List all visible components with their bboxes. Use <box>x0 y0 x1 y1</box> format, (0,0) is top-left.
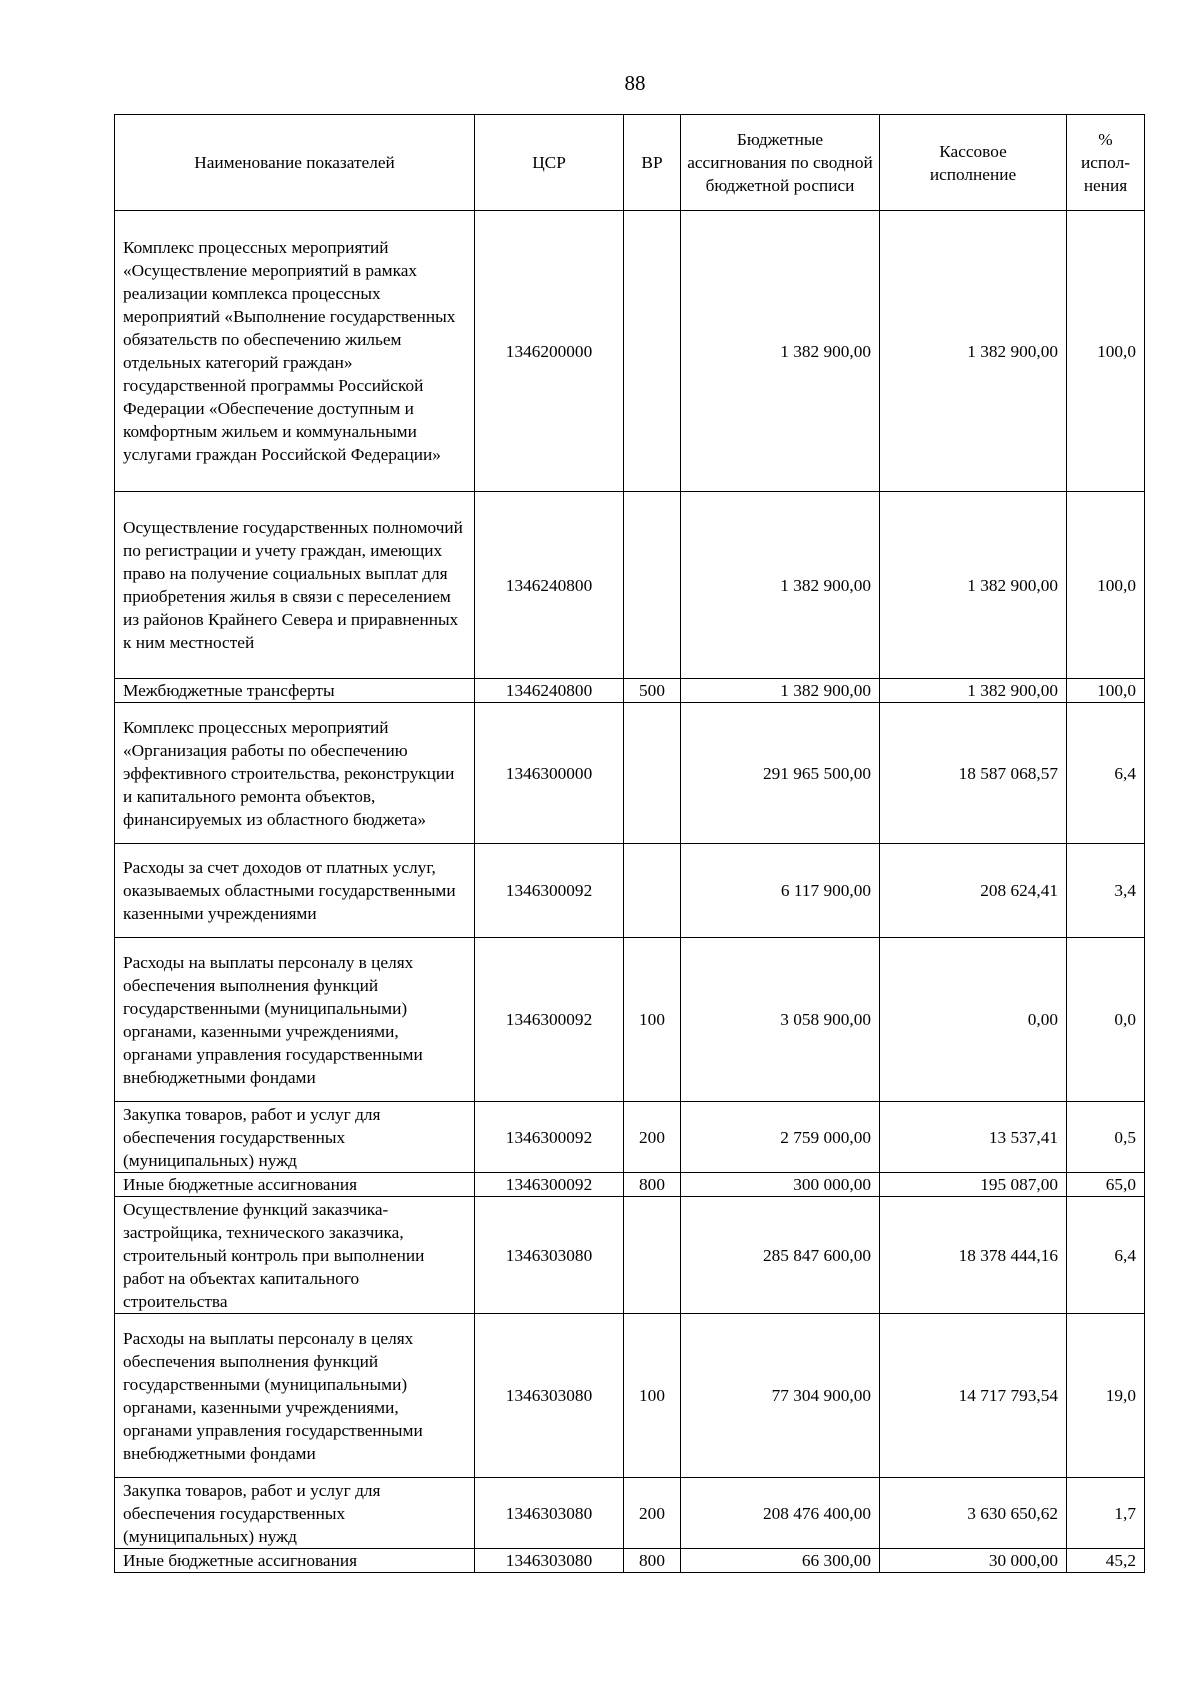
row-vr-cell: 100 <box>624 1314 681 1478</box>
header-executed: Кассовое исполнение <box>880 115 1067 211</box>
row-name-cell: Осуществление государственных полномочий по регистрации и учету граждан, имеющих право на получение социальных выплат для приобретения жилья в связи с переселением из районов Крайнего Севера и приравненных к ним местностей <box>115 492 475 679</box>
row-vr-cell: 800 <box>624 1173 681 1197</box>
row-name-cell: Иные бюджетные ассигнования <box>115 1549 475 1573</box>
row-percent-cell: 6,4 <box>1067 703 1145 844</box>
row-assigned-cell: 77 304 900,00 <box>681 1314 880 1478</box>
row-vr-cell: 200 <box>624 1478 681 1549</box>
header-vr: ВР <box>624 115 681 211</box>
row-csr-cell: 1346300000 <box>475 703 624 844</box>
budget-execution-table <box>114 114 1145 1573</box>
row-executed-cell: 14 717 793,54 <box>880 1314 1067 1478</box>
row-percent-cell: 6,4 <box>1067 1197 1145 1314</box>
row-csr-cell: 1346300092 <box>475 844 624 938</box>
row-csr-cell: 1346303080 <box>475 1549 624 1573</box>
table-row <box>115 1478 1145 1549</box>
row-executed-cell: 3 630 650,62 <box>880 1478 1067 1549</box>
header-assigned: Бюджетные ассигнования по сводной бюджетной росписи <box>681 115 880 211</box>
row-executed-cell: 13 537,41 <box>880 1102 1067 1173</box>
row-assigned-cell: 285 847 600,00 <box>681 1197 880 1314</box>
row-csr-cell: 1346240800 <box>475 679 624 703</box>
row-executed-cell: 18 378 444,16 <box>880 1197 1067 1314</box>
table-row <box>115 1102 1145 1173</box>
row-executed-cell: 208 624,41 <box>880 844 1067 938</box>
row-csr-cell: 1346303080 <box>475 1478 624 1549</box>
row-executed-cell: 195 087,00 <box>880 1173 1067 1197</box>
row-percent-cell: 0,0 <box>1067 938 1145 1102</box>
row-name-cell: Расходы за счет доходов от платных услуг, оказываемых областными государственными казенными учреждениями <box>115 844 475 938</box>
row-assigned-cell: 3 058 900,00 <box>681 938 880 1102</box>
table-row <box>115 844 1145 938</box>
row-name-cell: Иные бюджетные ассигнования <box>115 1173 475 1197</box>
row-executed-cell: 18 587 068,57 <box>880 703 1067 844</box>
row-assigned-cell: 291 965 500,00 <box>681 703 880 844</box>
row-name-cell: Осуществление функций заказчика-застройщика, технического заказчика, строительный контроль при выполнении работ на объектах капитального строительства <box>115 1197 475 1314</box>
page-number: 88 <box>624 71 646 95</box>
row-assigned-cell: 66 300,00 <box>681 1549 880 1573</box>
table-row <box>115 1549 1145 1573</box>
row-percent-cell: 3,4 <box>1067 844 1145 938</box>
row-vr-cell <box>624 703 681 844</box>
row-executed-cell: 1 382 900,00 <box>880 492 1067 679</box>
row-vr-cell: 200 <box>624 1102 681 1173</box>
row-csr-cell: 1346303080 <box>475 1197 624 1314</box>
row-vr-cell <box>624 211 681 492</box>
table-row <box>115 679 1145 703</box>
header-name: Наименование показателей <box>115 115 475 211</box>
row-executed-cell: 1 382 900,00 <box>880 679 1067 703</box>
row-csr-cell: 1346300092 <box>475 1173 624 1197</box>
row-name-cell: Расходы на выплаты персоналу в целях обеспечения выполнения функций государственными (муниципальными) органами, казенными учреждениями, органами управления государственными внебюджетными фондами <box>115 938 475 1102</box>
row-percent-cell: 19,0 <box>1067 1314 1145 1478</box>
table-row <box>115 211 1145 492</box>
table-row <box>115 703 1145 844</box>
table-row <box>115 1173 1145 1197</box>
row-csr-cell: 1346300092 <box>475 1102 624 1173</box>
row-percent-cell: 65,0 <box>1067 1173 1145 1197</box>
row-assigned-cell: 1 382 900,00 <box>681 492 880 679</box>
row-assigned-cell: 1 382 900,00 <box>681 211 880 492</box>
row-vr-cell: 100 <box>624 938 681 1102</box>
row-csr-cell: 1346300092 <box>475 938 624 1102</box>
row-vr-cell <box>624 1197 681 1314</box>
row-name-cell: Закупка товаров, работ и услуг для обеспечения государственных (муниципальных) нужд <box>115 1102 475 1173</box>
row-vr-cell: 800 <box>624 1549 681 1573</box>
row-percent-cell: 1,7 <box>1067 1478 1145 1549</box>
row-vr-cell: 500 <box>624 679 681 703</box>
row-csr-cell: 1346303080 <box>475 1314 624 1478</box>
row-assigned-cell: 208 476 400,00 <box>681 1478 880 1549</box>
table-row <box>115 938 1145 1102</box>
row-assigned-cell: 2 759 000,00 <box>681 1102 880 1173</box>
row-percent-cell: 100,0 <box>1067 679 1145 703</box>
row-percent-cell: 100,0 <box>1067 211 1145 492</box>
row-name-cell: Межбюджетные трансферты <box>115 679 475 703</box>
header-percent: % испол-нения <box>1067 115 1145 211</box>
row-csr-cell: 1346200000 <box>475 211 624 492</box>
row-name-cell: Расходы на выплаты персоналу в целях обеспечения выполнения функций государственными (муниципальными) органами, казенными учреждениями, органами управления государственными внебюджетными фондами <box>115 1314 475 1478</box>
row-executed-cell: 1 382 900,00 <box>880 211 1067 492</box>
row-executed-cell: 0,00 <box>880 938 1067 1102</box>
table-row <box>115 1314 1145 1478</box>
row-name-cell: Закупка товаров, работ и услуг для обеспечения государственных (муниципальных) нужд <box>115 1478 475 1549</box>
row-name-cell: Комплекс процессных мероприятий «Осуществление мероприятий в рамках реализации комплекса процессных мероприятий «Выполнение государственных обязательств по обеспечению жильем отдельных категорий граждан» государственной программы Российской Федерации «Обеспечение доступным и комфортным жильем и коммунальными услугами граждан Российской Федерации» <box>115 211 475 492</box>
header-csr: ЦСР <box>475 115 624 211</box>
row-vr-cell <box>624 492 681 679</box>
row-assigned-cell: 1 382 900,00 <box>681 679 880 703</box>
table-row <box>115 492 1145 679</box>
row-assigned-cell: 300 000,00 <box>681 1173 880 1197</box>
row-csr-cell: 1346240800 <box>475 492 624 679</box>
row-percent-cell: 45,2 <box>1067 1549 1145 1573</box>
row-percent-cell: 100,0 <box>1067 492 1145 679</box>
row-assigned-cell: 6 117 900,00 <box>681 844 880 938</box>
table-row <box>115 1197 1145 1314</box>
table-header-row <box>115 115 1145 211</box>
row-percent-cell: 0,5 <box>1067 1102 1145 1173</box>
row-executed-cell: 30 000,00 <box>880 1549 1067 1573</box>
row-name-cell: Комплекс процессных мероприятий «Организация работы по обеспечению эффективного строительства, реконструкции и капитального ремонта объектов, финансируемых из областного бюджета» <box>115 703 475 844</box>
row-vr-cell <box>624 844 681 938</box>
